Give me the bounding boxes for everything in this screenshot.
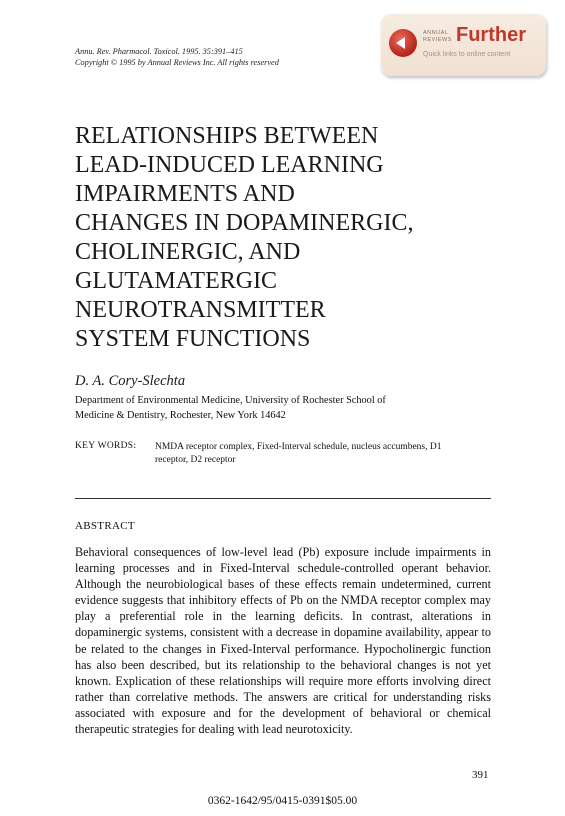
banner-further-label: Further xyxy=(456,24,526,46)
affiliation-line: Medicine & Dentistry, Rochester, New York 14642 xyxy=(75,410,286,421)
keywords-list xyxy=(155,441,495,467)
title-line: GLUTAMATERGIC xyxy=(75,268,278,294)
keywords-line: receptor, D2 receptor xyxy=(155,455,236,465)
article-code: 0362-1642/95/0415-0391$05.00 xyxy=(207,795,358,807)
page-number: 391 xyxy=(472,769,489,781)
banner-subtitle: Quick links to online content xyxy=(423,51,511,58)
keywords-line: NMDA receptor complex, Fixed-Interval schedule, nucleus accumbens, D1 xyxy=(155,442,442,452)
affiliation-line: Department of Environmental Medicine, University of Rochester School of xyxy=(75,395,386,406)
title-line: IMPAIRMENTS AND xyxy=(75,181,295,207)
abstract-heading: ABSTRACT xyxy=(75,520,135,532)
section-divider xyxy=(75,498,491,499)
play-back-icon xyxy=(389,29,417,57)
title-line: LEAD-INDUCED LEARNING xyxy=(75,152,384,178)
title-line: CHANGES IN DOPAMINERGIC, xyxy=(75,210,414,236)
copyright-line: Copyright © 1995 by Annual Reviews Inc. All rights reserved xyxy=(75,58,279,67)
author-affiliation xyxy=(75,393,475,423)
banner-annual-label: ANNUAL xyxy=(423,30,449,36)
banner-reviews-label: REVIEWS xyxy=(423,36,452,43)
banner-annual-reviews xyxy=(423,30,452,43)
title-line: CHOLINERGIC, AND xyxy=(75,239,301,265)
title-line: RELATIONSHIPS BETWEEN xyxy=(75,123,379,149)
author-name: D. A. Cory-Slechta xyxy=(75,373,186,389)
abstract-text: Behavioral consequences of low-level lead (Pb) exposure include impairments in learning processes and in Fixed-Interval schedule-controlled operant behavior. Although the neurobiological bases of these effects remain undetermined, current evidence suggests that inhibitory effects of Pb on the NMDA receptor complex may play a preferential role in the learning deficits. In contrast, alterations in dopaminergic systems, consistent with a decrease in dopamine availability, appear to be related to the changes in Fixed-Interval performance. Hypocholinergic function has also been described, but its relationship to the behavioral changes is not yet known. Explication of these relationships will require more efforts involving direct rather than correlative methods. The answers are critical for understanding risks associated with exposure and for the development of behavioral or chemical therapeutic strategies for dealing with lead neurotoxicity. xyxy=(75,545,491,737)
article-title xyxy=(75,122,495,354)
title-line: SYSTEM FUNCTIONS xyxy=(75,326,311,352)
title-line: NEUROTRANSMITTER xyxy=(75,297,326,323)
further-banner[interactable] xyxy=(381,14,546,76)
citation-line: Annu. Rev. Pharmacol. Toxicol. 1995. 35:391–415 xyxy=(75,47,243,56)
journal-citation xyxy=(75,46,279,68)
keywords-label: KEY WORDS: xyxy=(75,441,137,451)
